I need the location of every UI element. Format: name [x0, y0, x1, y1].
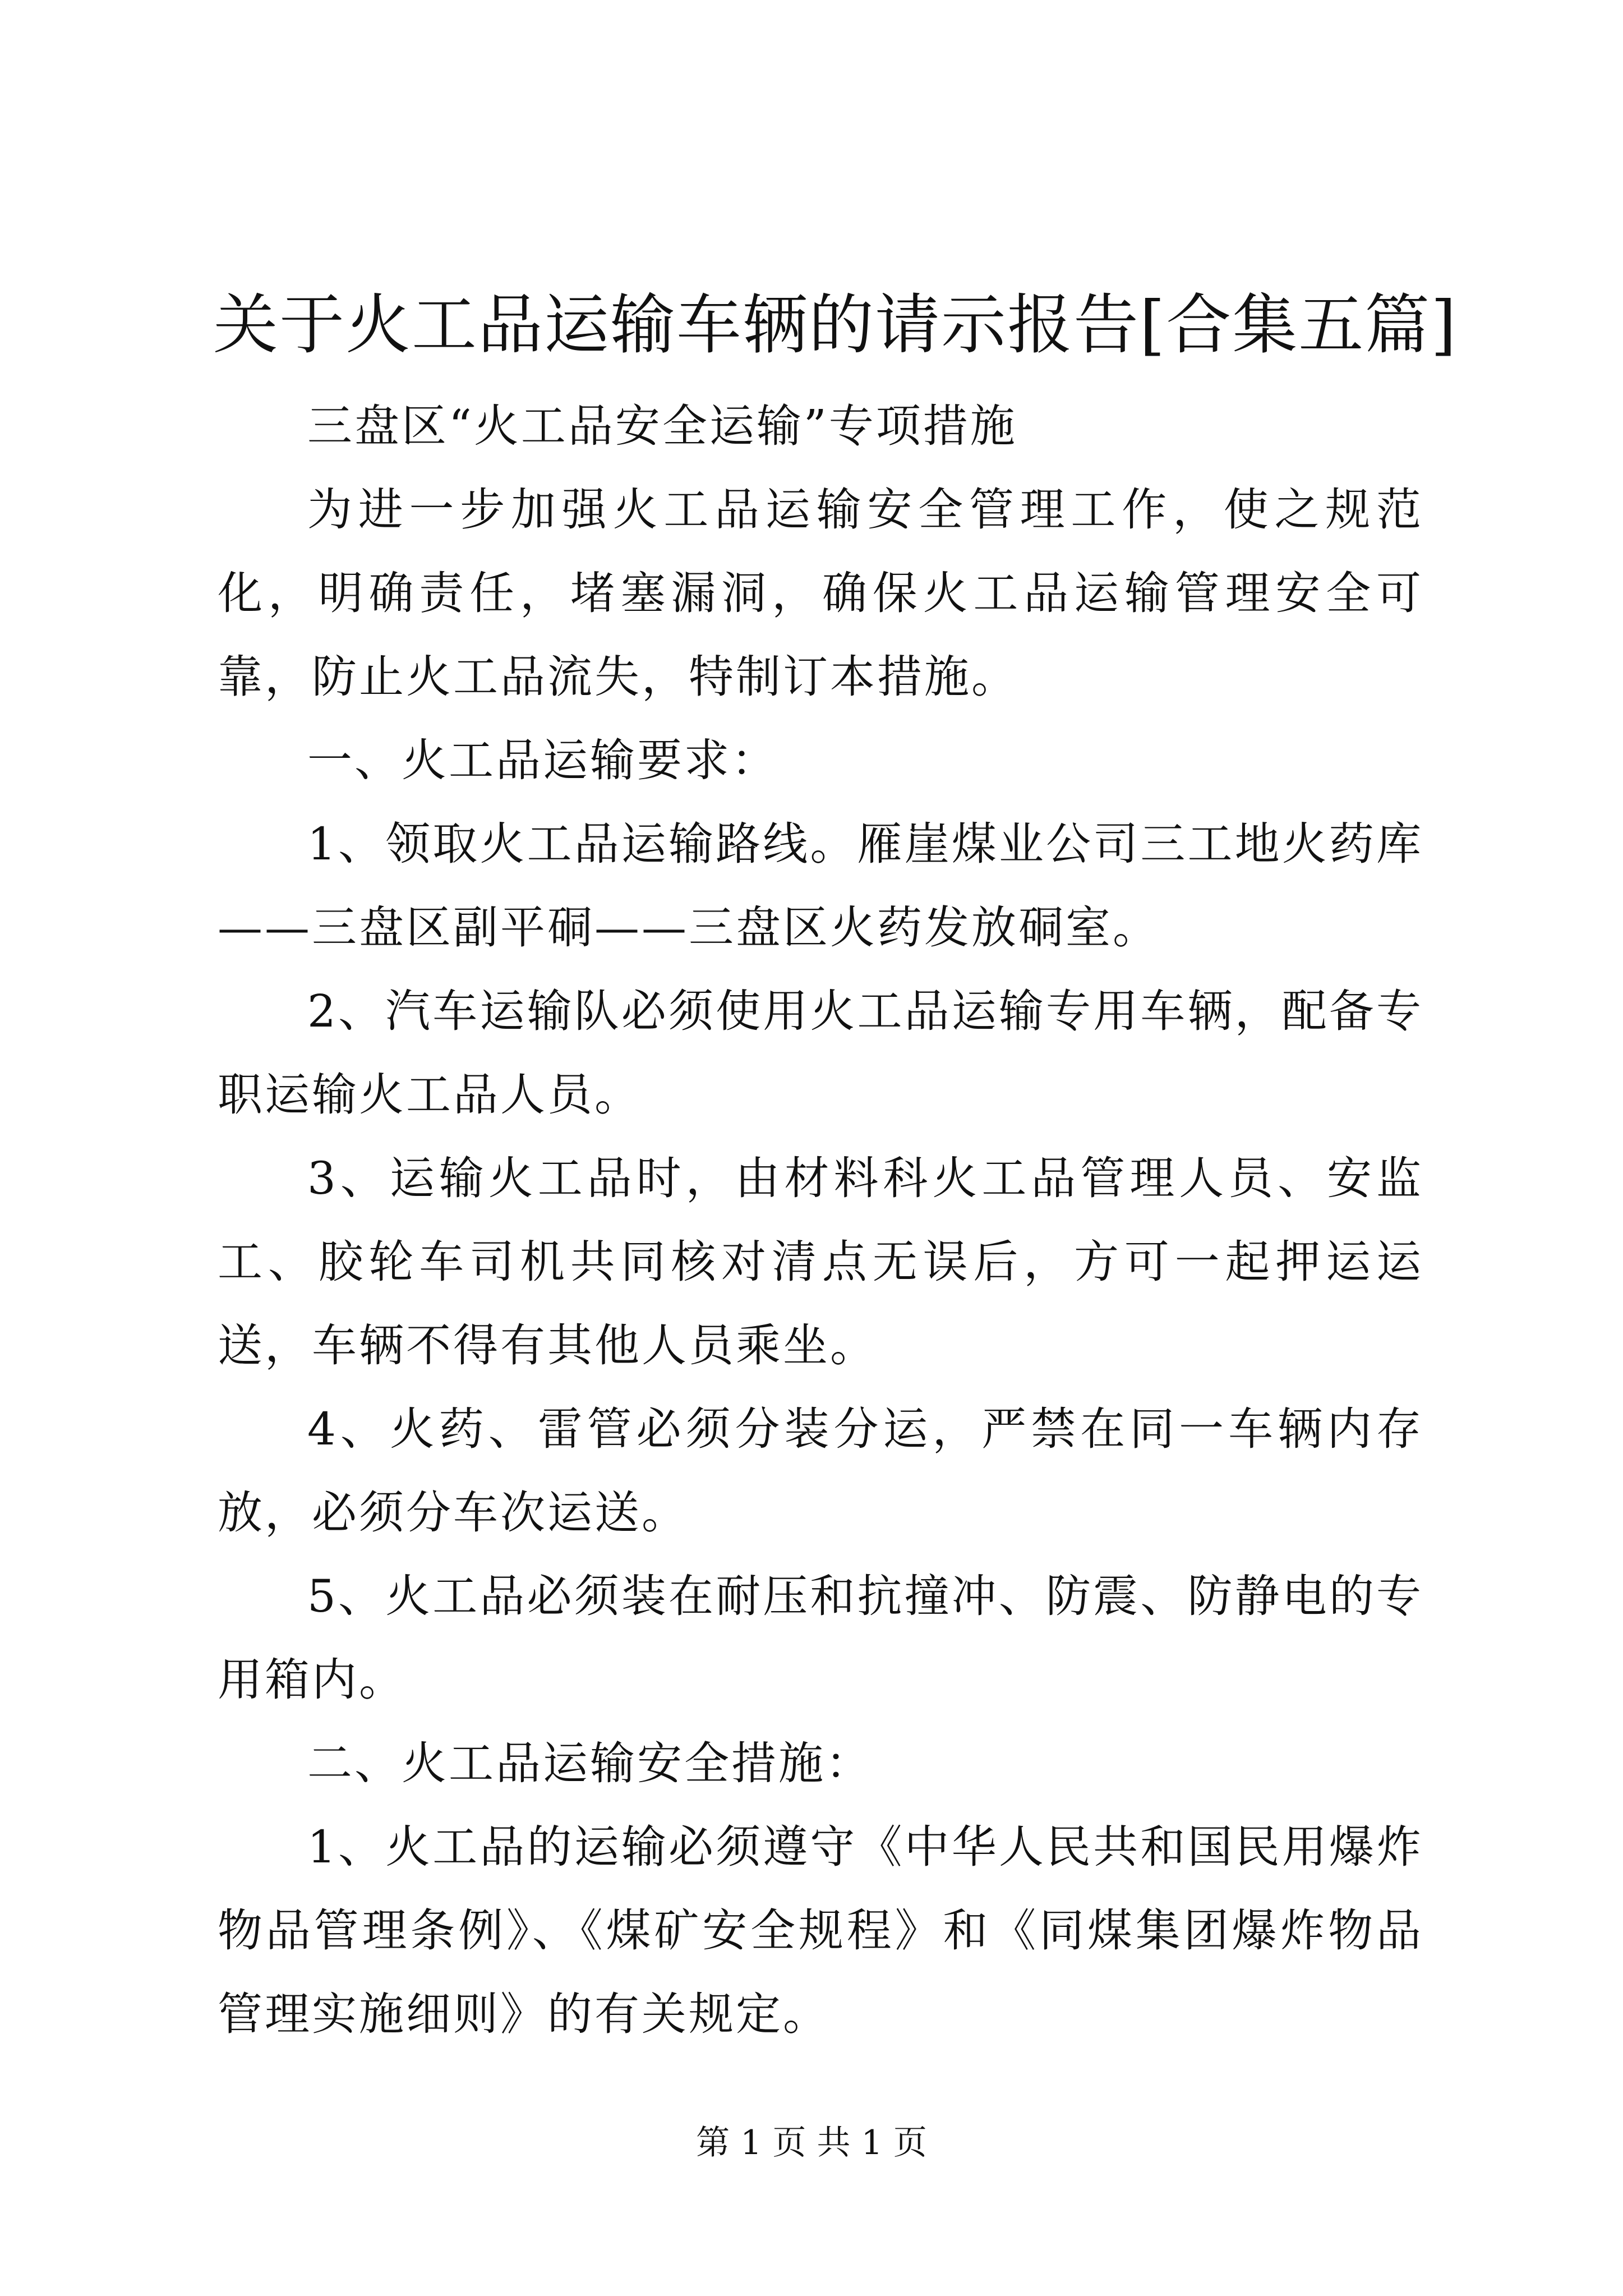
paragraph-intro: 为进一步加强火工品运输安全管理工作，使之规范化，明确责任，堵塞漏洞，确保火工品运输管理安全可靠，防止火工品流失，特制订本措施。 — [218, 484, 1423, 703]
paragraph-item-3: 3、运输火工品时，由材料科火工品管理人员、安监工、胶轮车司机共同核对清点无误后，方可一起押运运送，车辆不得有其他人员乘坐。 — [218, 1152, 1423, 1372]
page-footer: 第 1 页 共 1 页 — [696, 2123, 927, 2162]
paragraph-item-5: 5、火工品必须装在耐压和抗撞冲、防震、防静电的专用箱内。 — [218, 1570, 1423, 1706]
document-body — [218, 384, 1423, 2056]
paragraph-item-2: 2、汽车运输队必须使用火工品运输专用车辆，配备专职运输火工品人员。 — [218, 985, 1423, 1121]
document-title: 关于火工品运输车辆的请示报告[合集五篇] — [213, 287, 1458, 363]
paragraph-item-4: 4、火药、雷管必须分装分运，严禁在同一车辆内存放，必须分车次运送。 — [218, 1403, 1423, 1539]
paragraph-subtitle: 三盘区“火工品安全运输”专项措施 — [307, 400, 1017, 452]
section-heading-2: 二、火工品运输安全措施： — [307, 1737, 873, 1789]
paragraph-measure-1: 1、火工品的运输必须遵守《中华人民共和国民用爆炸物品管理条例》、《煤矿安全规程》和《同煤集团爆炸物品管理实施细则》的有关规定。 — [218, 1821, 1423, 2040]
paragraph-item-1: 1、领取火工品运输路线。雁崖煤业公司三工地火药库——三盘区副平硐——三盘区火药发放硐室。 — [218, 818, 1423, 954]
section-heading-1: 一、火工品运输要求： — [307, 734, 778, 786]
